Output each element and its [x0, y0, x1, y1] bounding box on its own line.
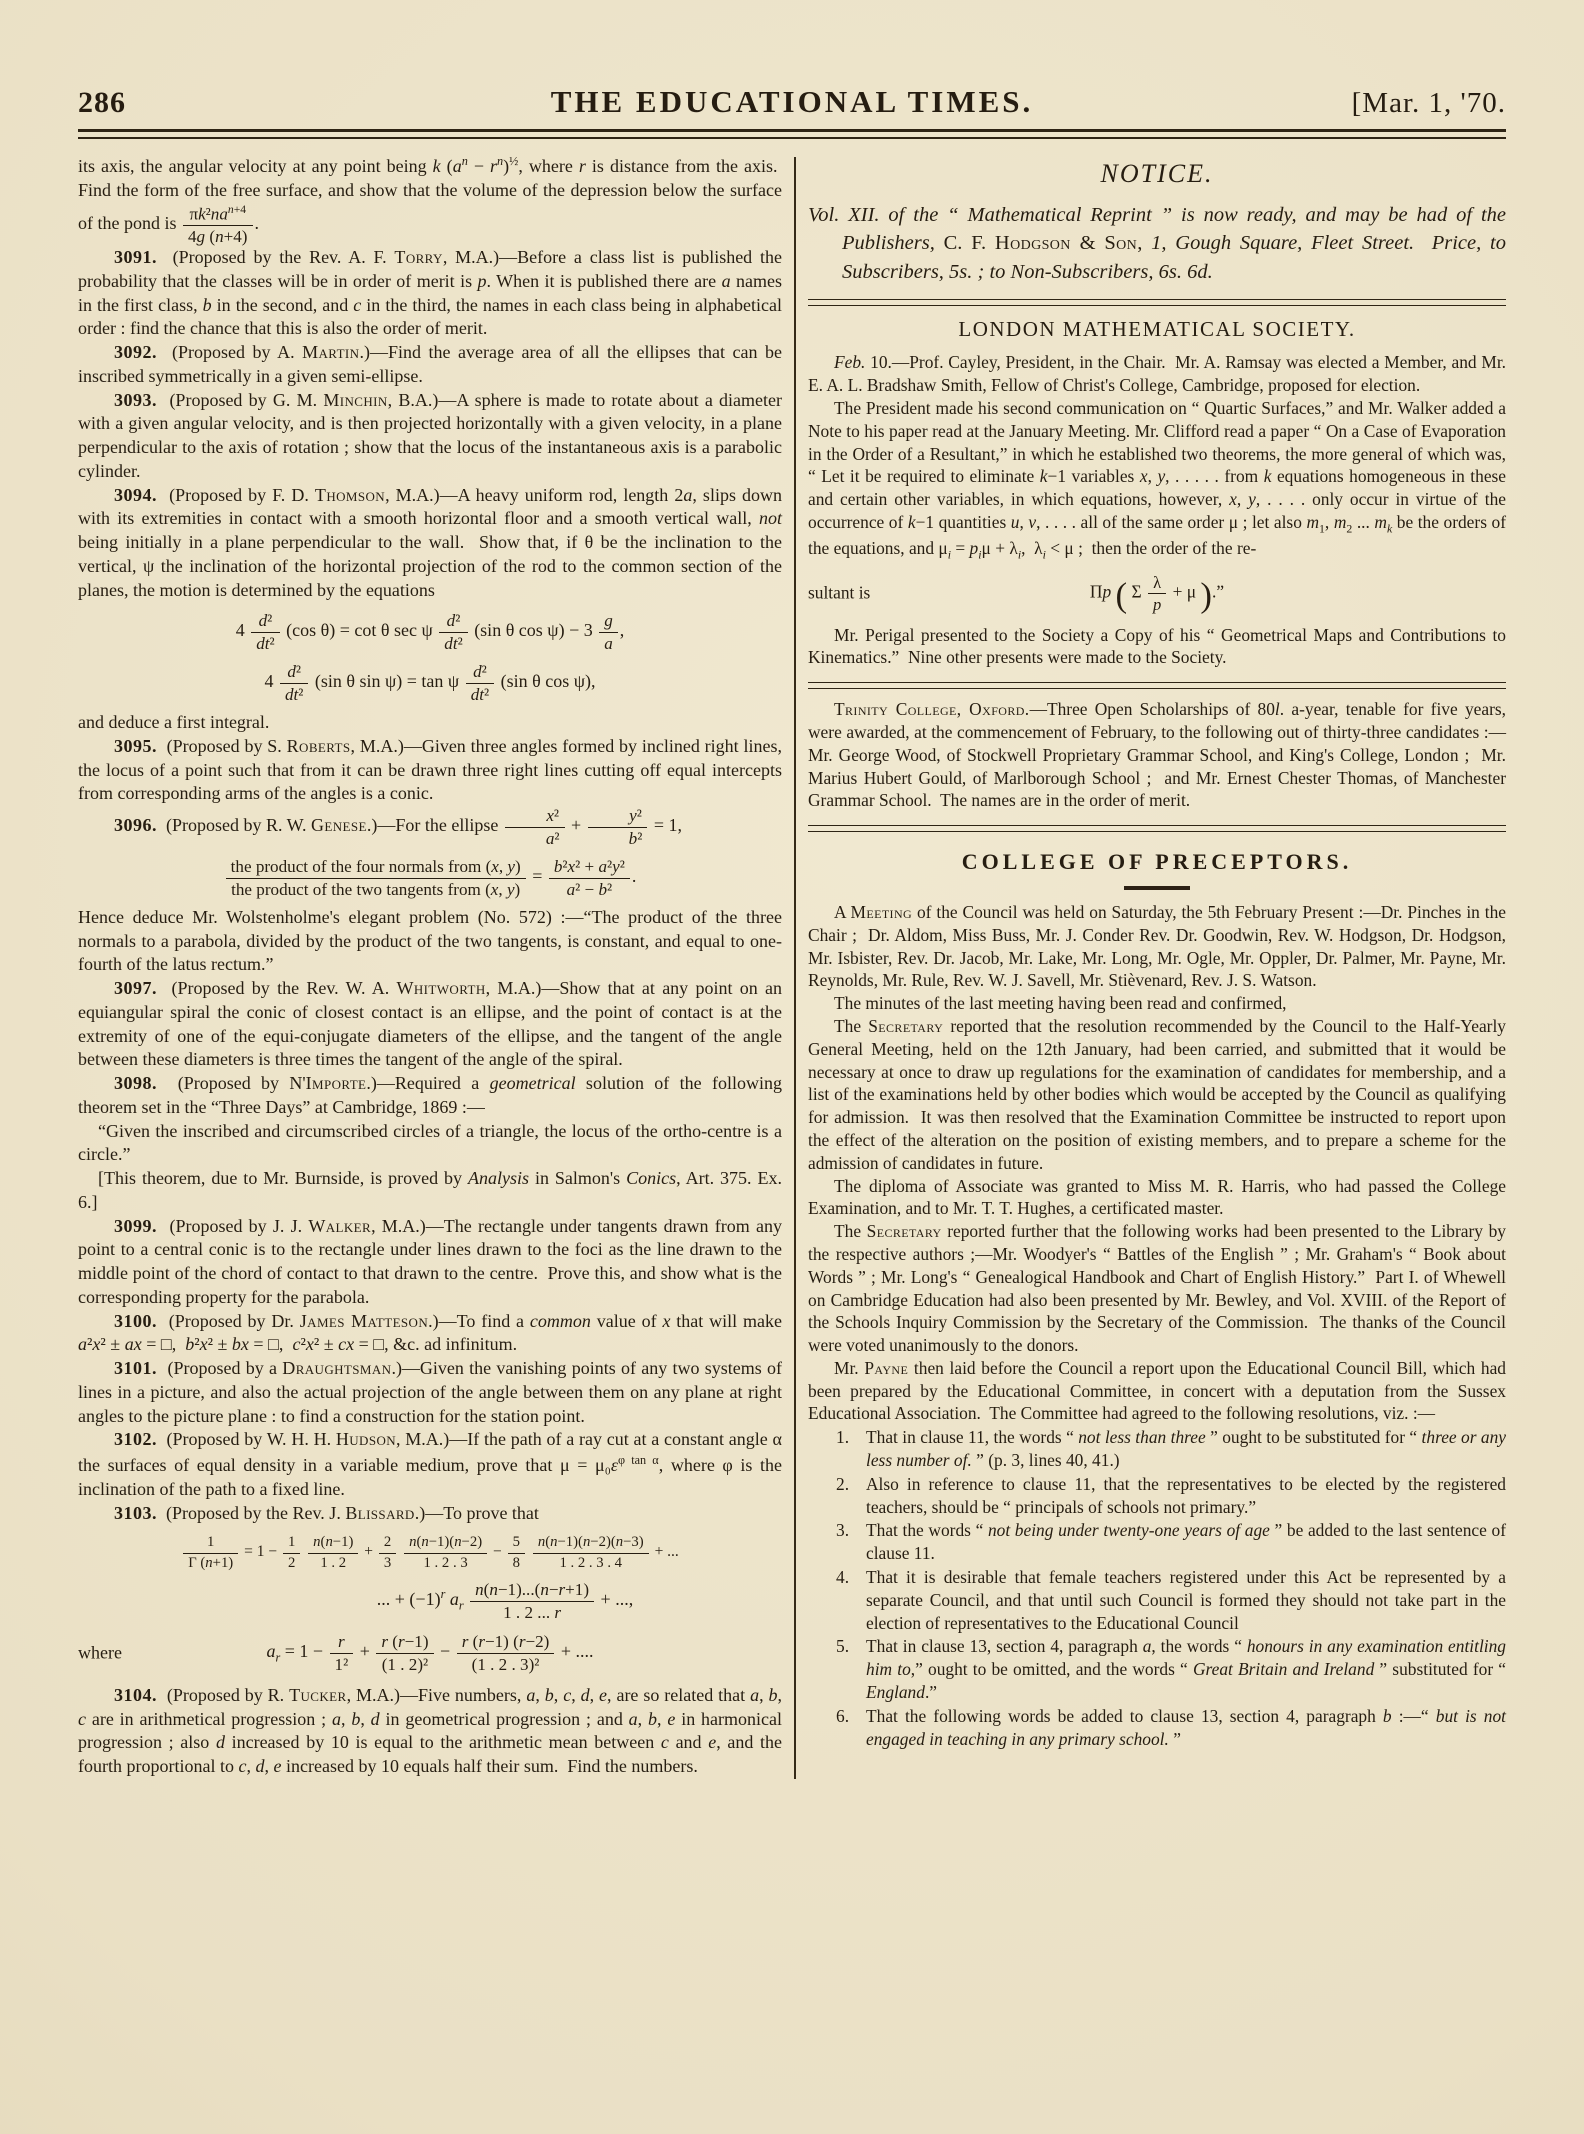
equation: $\frac{\text{the product of the four normals from (x, y)}}{\text{the product of the two tangents from (x, y)}}$ = $\frac{\text{b²x² + a²y²}}{\text{a² − b²}}$ . — [78, 857, 782, 899]
equation: Πp ( Σ $\frac{\lambda}{p}$ + μ ).” — [1089, 572, 1225, 615]
equation: $a_r = 1$ − $\frac{r}{\text{1²}}$ + $\frac{r (r-1)}{\text{(1 . 2)²}}$ − $\frac{r (r-1) (r-2)}{\text{(1 . 2 . 3)²}}$ + .... — [266, 1632, 594, 1675]
problem-3092: 3092. (Proposed by A. Martin.)—Find the average area of all the ellipses that can be inscribed symmetrically in a given semi-ellipse. — [78, 342, 782, 386]
paragraph: Hence deduce Mr. Wolstenholme's elegant problem (No. 572) :—“The product of the three normals to a parabola, divided by the product of the two tangents, is constant, and equal to one-fourth of the latus rectum.” — [78, 906, 782, 975]
resolution-item — [836, 1473, 1506, 1519]
paragraph: A Meeting of the Council was held on Saturday, the 5th February Present :—Dr. Pinches in the Chair ; Dr. Aldom, Miss Buss, Mr. J. Conder Rev. Dr. Goodwin, Rev. W. Hodgson, Dr. Hodgson, Mr. Isbister, Rev. Dr. Jacob, Mr. Lake, Mr. Long, Mr. Ogle, Mr. Oppler, Dr. Palmer, Mr. Payne, Mr. Reynolds, Mr. Rule, Rev. W. J. Savell, Mr. Stièvenard, Rev. J. S. Watson. — [808, 901, 1506, 991]
trinity-note: Trinity College, Oxford.—Three Open Scholarships of 80l. a-year, tenable for five years, were awarded, at the commencement of February, to the following out of thirty-three candidates :—Mr. George Wood, of Stockwell Proprietary Grammar School, and King's College, London ; Mr. Marius Hubert Gould, of Marlborough School ; and Mr. Ernest Chester Thomas, of Manchester Grammar School. The names are in the order of merit. — [808, 699, 1506, 811]
header-rule — [78, 129, 1506, 139]
resolution-number: 3. — [836, 1520, 850, 1541]
equation-row — [78, 1632, 782, 1674]
resolution-number: 5. — [836, 1636, 850, 1657]
paragraph: The diploma of Associate was granted to Miss M. R. Harris, who had passed the College Examination, and to Mr. T. T. Hughes, a certificated master. — [808, 1175, 1506, 1219]
paragraph: The minutes of the last meeting having been read and confirmed, — [834, 993, 1287, 1014]
problem-3103: 3103. (Proposed by the Rev. J. Blissard.)—To prove that — [114, 1502, 539, 1523]
resolution-number: 4. — [836, 1567, 850, 1588]
publication-title: THE EDUCATIONAL TIMES. — [550, 84, 1034, 119]
problem-3091: 3091. (Proposed by the Rev. A. F. Torry, M.A.)—Before a class list is published the probability that the classes will be in order of merit is p. When it is published there are a names in the first class, b in the second, and c in the third, the names in each class being in alphabetical order : find the chance that this is also the order of merit. — [78, 247, 782, 339]
two-column-layout — [78, 153, 1506, 1779]
resolution-text: That it is desirable that female teachers registered under this Act be represented by a separate Council, and that until such Council is formed they should not take part in the election of representatives to the Educational Council — [866, 1567, 1506, 1633]
lms-heading: LONDON MATHEMATICAL SOCIETY. — [958, 316, 1356, 341]
problem-3094: 3094. (Proposed by F. D. Thomson, M.A.)—A heavy uniform rod, length 2a, slips down with its extremities in contact with a smooth horizontal floor and a smooth vertical wall, not being initially in a plane perpendicular to the wall. Show that, if θ be the inclination to the vertical, ψ the inclination of the horizontal projection of the rod to the common section of the planes, the motion is determined by the equations — [78, 484, 783, 600]
section-divider — [808, 825, 1506, 832]
paragraph: and deduce a first integral. — [78, 712, 270, 733]
problem-3100: 3100. (Proposed by Dr. James Matteson.)—To find a common value of x that will make a²x² ± ax = □, b²x² ± bx = □, c²x² ± cx = □, &c. ad infinitum. — [78, 1310, 782, 1355]
problem-continuation: its axis, the angular velocity at any point being k $(a^n - r^n)^{\frac{1}{2}}$, where r is distance from the axis. Find the form of the free surface, and show that the volume of the depression below the surface of the pond is $\frac{\pi k^2na^{n+4}}{4g (n+4)}$ . — [78, 154, 782, 247]
page-header — [78, 84, 1506, 120]
equation: $\frac{1}{\Gamma (n+1)}$ = 1 − $\frac{1}{2}$ $\frac{n(n-1)}{1 . 2}$ + $\frac{2}{3}$ $\frac{n(n-1)(n-2)}{1 . 2 . 3}$ − $\frac{5}{8}$ $\frac{n(n-1)(n-2)(n-3)}{1 . 2 . 3 . 4}$ + ... — [78, 1534, 782, 1571]
resolution-item — [836, 1705, 1506, 1751]
section-divider — [808, 682, 1506, 689]
notice-heading: NOTICE. — [1100, 159, 1214, 188]
problem-3101: 3101. (Proposed by a Draughtsman.)—Given the vanishing points of any two systems of lines in a picture, and also the actual projection of the angle between them on any plane at right angles to the picture plane : to find a construction for the station point. — [78, 1358, 782, 1426]
resolution-item — [836, 1426, 1506, 1472]
problem-3095: 3095. (Proposed by S. Roberts, M.A.)—Given three angles formed by inclined right lines, the locus of a point such that from it can be drawn three right lines cutting off equal intercepts from corresponding arms of the angles is a conic. — [78, 735, 782, 804]
paragraph: The Secretary reported that the resolution recommended by the Council to the Half-Yearly General Meeting, held on the 12th January, had been carried, and submitted that it would be necessary at once to draw up regulations for the examination of candidates for membership, and a list of the examinations held by other bodies which would be accepted by the Council as qualifying for admission. It was then resolved that the Examination Committee be instructed to report upon the effect of the alteration on the position of existing members, and to prepare a scheme for the admission of candidates in future. — [808, 1015, 1506, 1173]
resolution-text: Also in reference to clause 11, that the representatives to be elected by the registered teachers, should be “ principals of schools not primary.” — [866, 1473, 1506, 1517]
resolution-text: That the following words be added to clause 13, section 4, paragraph b :—“ but is not engaged in teaching in any primary school. ” — [866, 1705, 1506, 1749]
resolution-number: 1. — [836, 1427, 850, 1448]
resolution-item — [836, 1519, 1506, 1565]
equation: 4 $\frac{\text{d²}}{\text{dt²}}$ (cos θ) = cot θ sec ψ $\frac{\text{d²}}{\text{dt²}}$ (sin θ cos ψ) − 3 $\frac{g}{a}$ , — [235, 611, 625, 654]
resolution-text: That in clause 13, section 4, paragraph a, the words “ honours in any examination entitling him to,” ought to be omitted, and the words “ Great Britain and Ireland ” substituted for “ England.” — [866, 1636, 1506, 1703]
equation-row — [808, 573, 1506, 614]
left-column — [78, 153, 782, 1779]
problem-3099: 3099. (Proposed by J. J. Walker, M.A.)—The rectangle under tangents drawn from any point to a central conic is to the rectangle under lines drawn to the foci as the line drawn to the middle point of the chord of contact to that drawn to the centre. Prove this, and show what is the corresponding property for the parabola. — [78, 1215, 782, 1307]
resolution-item — [836, 1566, 1506, 1634]
problem-3097: 3097. (Proposed by the Rev. W. A. Whitworth, M.A.)—Show that at any point on an equiangular spiral the conic of closest contact is an ellipse, and the point of contact is at the extremity of one of the equi-conjugate diameters of the ellipse, and the tangent of the angle between these diameters is three times the tangent of the angle of the spiral. — [78, 978, 782, 1070]
paragraph: [This theorem, due to Mr. Burnside, is proved by Analysis in Salmon's Conics, Art. 375. Ex. 6.] — [78, 1168, 782, 1212]
equation-label: where — [78, 1642, 122, 1663]
problem-3093: 3093. (Proposed by G. M. Minchin, B.A.)—A sphere is made to rotate about a diameter with a given angular velocity, and is then projected horizontally with a given velocity, in a plane perpendicular to the axis of rotation ; show that the locus of the instantaneous axis is a parabolic cylinder. — [78, 389, 783, 481]
heading-rule — [1124, 886, 1190, 890]
resolution-number: 6. — [836, 1705, 850, 1726]
notice-text: Vol. XII. of the “ Mathematical Reprint ” is now ready, and may be had of the Publishers, C. F. Hodgson & Son, 1, Gough Square, Fleet Street. Price, to Subscribers, 5s. ; to Non-Subscribers, 6s. 6d. — [808, 204, 1506, 283]
equation-label: sultant is — [808, 582, 871, 603]
section-divider — [808, 299, 1506, 306]
issue-date: [Mar. 1, '70. — [1351, 87, 1506, 119]
column-divider — [794, 157, 796, 1779]
resolution-text: That in clause 11, the words “ not less than three ” ought to be substituted for “ three or any less number of. ” (p. 3, lines 40, 41.) — [866, 1427, 1507, 1471]
equation: 4 $\frac{\text{d²}}{\text{dt²}}$ (sin θ sin ψ) = tan ψ $\frac{\text{d²}}{\text{dt²}}$ (sin θ cos ψ), — [264, 662, 596, 705]
paragraph: Mr. Payne then laid before the Council a report upon the Educational Council Bill, which had been prepared by the Educational Committee, in concert with a deputation from the Sussex Educational Association. The Committee had agreed to the following resolutions, viz. :— — [808, 1357, 1506, 1424]
problem-3098: 3098. (Proposed by N'Importe.)—Required a geometrical solution of the following theorem set in the “Three Days” at Cambridge, 1869 :— — [78, 1073, 782, 1117]
paragraph: The President made his second communication on “ Quartic Surfaces,” and Mr. Walker added a Note to his paper read at the January Meeting. Mr. Clifford read a paper “ On a Case of Evaporation in the Order of a Resultant,” in which he established two theorems, the more general of which was, “ Let it be required to eliminate k−1 variables x, y, . . . . . from k equations homogeneous in these and certain other variables, in which equations, however, x, y, . . . . only occur in virtue of the occurrence of k−1 quantities u, v, . . . . all of the same order μ ; let also $m_1$, $m_2$ ... $m_k$ be the orders of the equations, and $\mu_i = p_i\mu + \lambda_i$, $\lambda_i < \mu$ ; then the order of the re- — [808, 397, 1507, 562]
resolution-item — [836, 1635, 1506, 1703]
problem-3104: 3104. (Proposed by R. Tucker, M.A.)—Five numbers, a, b, c, d, e, are so related that a, b, c are in arithmetical progression ; a, b, d in geometrical progression ; and a, b, e in harmonical progression ; also d increased by 10 is equal to the arithmetic mean between c and e, and the fourth proportional to c, d, e increased by 10 equals half their sum. Find the numbers. — [78, 1684, 783, 1777]
problem-3096: 3096. (Proposed by R. W. Genese.)—For the ellipse $\frac{\text{x²}}{\text{a²}}$ + $\frac{\text{y²}}{\text{b²}}$ = 1, — [114, 806, 682, 848]
preceptors-heading: COLLEGE OF PRECEPTORS. — [961, 849, 1353, 875]
resolution-text: That the words “ not being under twenty-one years of age ” be added to the last sentence of clause 11. — [866, 1520, 1506, 1564]
problem-3102: 3102. (Proposed by W. H. H. Hudson, M.A.)—If the path of a ray cut at a constant angle α the surfaces of equal density in a variable medium, prove that $\mu = \mu_0\varepsilon^{\varphi tan \alpha}$, where φ is the inclination of the path to a fixed line. — [78, 1429, 782, 1499]
page-number: 286 — [78, 86, 126, 119]
equation: ... + $(-1)^r$ $a_r$ $\frac{n(n-1)...(n-r+1)}{1 . 2 ... r}$ + ..., — [376, 1580, 634, 1623]
resolution-number: 2. — [836, 1473, 850, 1494]
paragraph: “Given the inscribed and circumscribed circles of a triangle, the locus of the ortho-centre is a circle.” — [78, 1120, 782, 1165]
paragraph: The Secretary reported further that the following works had been presented to the Library by the respective authors ;—Mr. Woodyer's “ Battles of the English ” ; Mr. Graham's “ Book about Words ” ; Mr. Long's “ Genealogical Handbook and Chart of English History.” Part I. of Whewell on Cambridge Education had also been presented by Mr. Bewley, and Vol. XVIII. of the Report of the Schools Inquiry Commission by the Secretary of the Commission. The thanks of the Council were voted unanimously to the donors. — [808, 1221, 1506, 1356]
right-column — [808, 153, 1506, 1779]
paragraph: Feb. 10.—Prof. Cayley, President, in the Chair. Mr. A. Ramsay was elected a Member, and Mr. E. A. L. Bradshaw Smith, Fellow of Christ's College, Cambridge, proposed for election. — [808, 352, 1506, 396]
paragraph: Mr. Perigal presented to the Society a Copy of his “ Geometrical Maps and Contributions to Kinematics.” Nine other presents were made to the Society. — [808, 624, 1506, 668]
